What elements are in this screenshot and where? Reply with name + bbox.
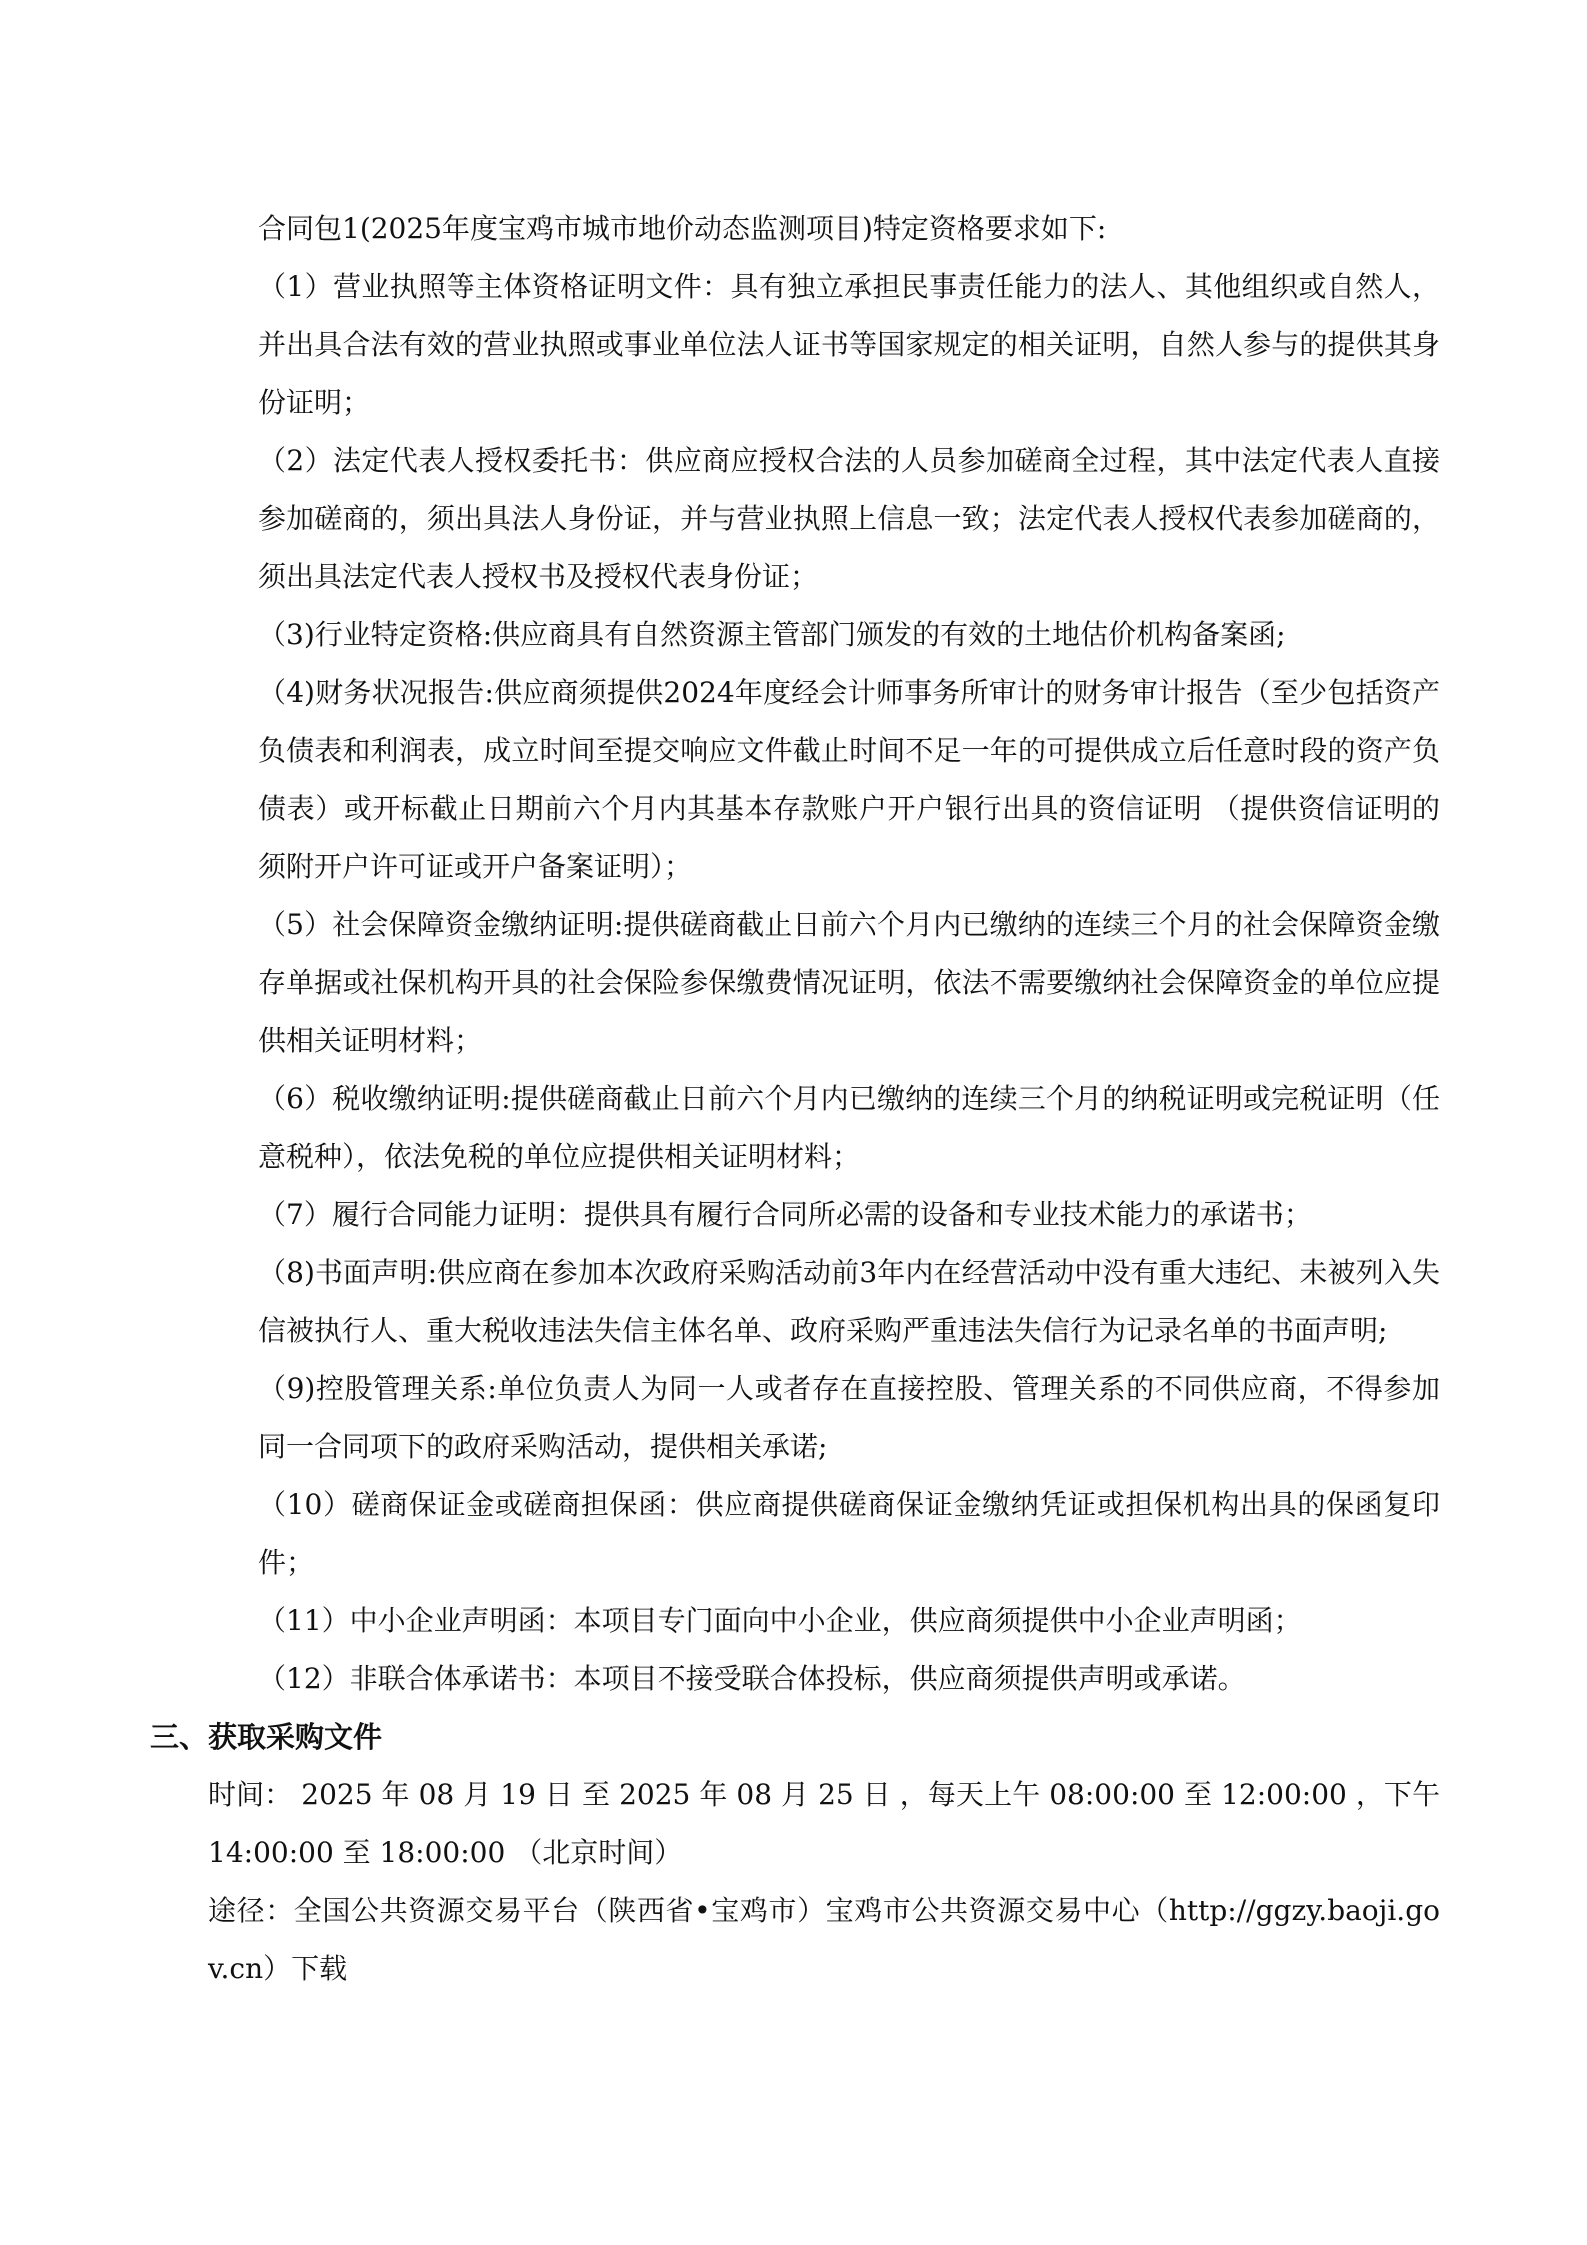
requirements-list: [150, 258, 1440, 1708]
intro-paragraph: 合同包1(2025年度宝鸡市城市地价动态监测项目)特定资格要求如下:: [258, 212, 1107, 245]
requirement-item-3: （3)行业特定资格:供应商具有自然资源主管部门颁发的有效的土地估价机构备案函;: [258, 618, 1286, 651]
requirement-item-5: （5）社会保障资金缴纳证明:提供磋商截止日前六个月内已缴纳的连续三个月的社会保障资金缴存单据或社保机构开具的社会保险参保缴费情况证明，依法不需要缴纳社会保障资金的单位应提供相关证明材料；: [258, 908, 1440, 1057]
requirement-item-11: （11）中小企业声明函：本项目专门面向中小企业，供应商须提供中小企业声明函；: [258, 1604, 1302, 1637]
requirement-item-1: （1）营业执照等主体资格证明文件：具有独立承担民事责任能力的法人、其他组织或自然人，并出具合法有效的营业执照或事业单位法人证书等国家规定的相关证明，自然人参与的提供其身份证明；: [258, 270, 1440, 419]
acquisition-route: 途径：全国公共资源交易平台（陕西省•宝鸡市）宝鸡市公共资源交易中心（http://ggzy.baoji.gov.cn）下载: [208, 1894, 1440, 1985]
requirement-item-12: （12）非联合体承诺书：本项目不接受联合体投标，供应商须提供声明或承诺。: [258, 1662, 1246, 1695]
requirement-item-10: （10）磋商保证金或磋商担保函：供应商提供磋商保证金缴纳凭证或担保机构出具的保函复印件；: [258, 1488, 1440, 1579]
requirement-item-8: （8)书面声明:供应商在参加本次政府采购活动前3年内在经营活动中没有重大违纪、未被列入失信被执行人、重大税收违法失信主体名单、政府采购严重违法失信行为记录名单的书面声明;: [258, 1256, 1440, 1347]
document-body: [150, 200, 1440, 1998]
acquisition-time: 时间： 2025 年 08 月 19 日 至 2025 年 08 月 25 日 ，每天上午 08:00:00 至 12:00:00 ，下午 14:00:00 至 18:00:00 （北京时间）: [208, 1778, 1440, 1869]
requirement-item-7: （7）履行合同能力证明：提供具有履行合同所必需的设备和专业技术能力的承诺书；: [258, 1198, 1312, 1231]
section-heading: 三、获取采购文件: [150, 1720, 383, 1754]
requirement-item-9: （9)控股管理关系:单位负责人为同一人或者存在直接控股、管理关系的不同供应商，不得参加同一合同项下的政府采购活动，提供相关承诺;: [258, 1372, 1440, 1463]
requirement-item-4: （4)财务状况报告:供应商须提供2024年度经会计师事务所审计的财务审计报告（至少包括资产负债表和利润表，成立时间至提交响应文件截止时间不足一年的可提供成立后任意时段的资产负债表）或开标截止日期前六个月内其基本存款账户开户银行出具的资信证明 （提供资信证明的须附开户许可证或开户备案证明）；: [258, 676, 1440, 883]
requirement-item-6: （6）税收缴纳证明:提供磋商截止日前六个月内已缴纳的连续三个月的纳税证明或完税证明（任意税种），依法免税的单位应提供相关证明材料；: [258, 1082, 1440, 1173]
requirement-item-2: （2）法定代表人授权委托书：供应商应授权合法的人员参加磋商全过程，其中法定代表人直接参加磋商的，须出具法人身份证，并与营业执照上信息一致；法定代表人授权代表参加磋商的，须出具法定代表人授权书及授权代表身份证；: [258, 444, 1440, 593]
